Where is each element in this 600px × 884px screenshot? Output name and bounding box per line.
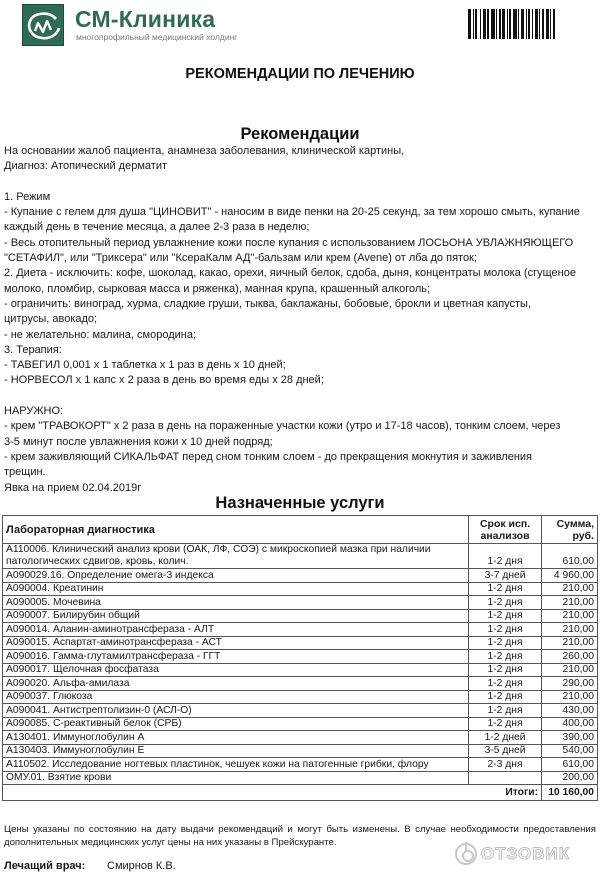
- total-label: Итоги:: [3, 785, 542, 801]
- table-row: [3, 582, 598, 596]
- service-term: 1-2 дня: [469, 677, 542, 691]
- service-price: 400,00: [542, 717, 598, 731]
- table-row: [3, 744, 598, 758]
- service-price: 610,00: [542, 758, 598, 772]
- rec-line: - ТАВЕГИЛ 0,001 х 1 таблетка х 1 раз в день х 10 дней;: [4, 359, 286, 372]
- header-price: Сумма, руб.: [542, 516, 598, 544]
- service-name: A130403. Иммуноглобулин Е: [3, 744, 469, 758]
- table-row: [3, 569, 598, 583]
- rec-line: 3. Терапия:: [4, 343, 62, 356]
- service-price: 390,00: [542, 731, 598, 745]
- total-row: [3, 785, 598, 801]
- table-row: [3, 771, 598, 785]
- service-term: 1-2 дня: [469, 704, 542, 718]
- appointment-line: Явка на прием 02.04.2019г: [4, 481, 142, 494]
- service-term: 1-2 дня: [469, 690, 542, 704]
- services-heading: Назначенные услуги: [215, 494, 385, 512]
- service-price: 210,00: [542, 636, 598, 650]
- table-row: [3, 544, 598, 569]
- header-lab-diagnostics: Лабораторная диагностика: [3, 516, 469, 544]
- service-name: A090005. Мочевина: [3, 596, 469, 610]
- service-term: 1-2 дня: [469, 623, 542, 637]
- rec-line: НАРУЖНО:: [4, 405, 64, 418]
- service-term: 1-2 дня: [469, 596, 542, 610]
- service-price: 290,00: [542, 677, 598, 691]
- rec-line: На основании жалоб пациента, анамнеза заболевания, клинической картины,: [4, 145, 405, 157]
- service-term: 2-3 дня: [469, 758, 542, 772]
- barcode: [468, 9, 562, 39]
- service-price: 4 960,00: [542, 569, 598, 583]
- service-price: 210,00: [542, 582, 598, 596]
- service-name: A090029.16. Определение омега-3 индекса: [3, 569, 469, 583]
- table-row: [3, 677, 598, 691]
- table-row: [3, 650, 598, 664]
- diagnosis-line: Диагноз: Атопический дерматит: [4, 160, 167, 173]
- service-price: 210,00: [542, 596, 598, 610]
- service-name: A090085. С-реактивный белок (СРБ): [3, 717, 469, 731]
- service-term: 1-2 дня: [469, 544, 542, 569]
- table-row: [3, 704, 598, 718]
- service-price: 210,00: [542, 623, 598, 637]
- rec-line: молоко, пломбир, сырковая масса и ряженка), манная крупа, крашенный алкоголь;: [4, 282, 431, 295]
- service-term: 1-2 дня: [469, 650, 542, 664]
- service-term: 1-2 дня: [469, 582, 542, 596]
- service-name: A090015. Аспартат-аминотрансфераза - АСТ: [3, 636, 469, 650]
- service-name: A090037. Глюкоза: [3, 690, 469, 704]
- service-name: A130401. Иммуноглобулин А: [3, 731, 469, 745]
- rec-line: 3-5 минут после увлажнения кожи х 10 дней подряд;: [4, 435, 273, 448]
- service-name: A090017. Щелочная фосфатаза: [3, 663, 469, 677]
- table-row: [3, 609, 598, 623]
- otzovik-watermark: [455, 843, 570, 865]
- rec-line: цитрусы, авокадо;: [4, 313, 98, 326]
- service-term: 1-2 дня: [469, 663, 542, 677]
- recommendations-body: [4, 144, 596, 496]
- rec-line: - крем "ТРАВОКОРТ" х 2 раза в день на пораженные участки кожи (утро и 17-18 часов), тонким слоем, через: [4, 420, 561, 433]
- service-name: A090041. Антистрептолизин-0 (АСЛ-О): [3, 704, 469, 718]
- service-price: 200,00: [542, 771, 598, 785]
- rec-line: - Весь отопительный период увлажнение кожи после купания с использованием ЛОСЬОНА УВЛАЖНЯЮЩЕГО: [4, 236, 574, 249]
- service-price: 210,00: [542, 609, 598, 623]
- service-price: 540,00: [542, 744, 598, 758]
- service-price: 210,00: [542, 690, 598, 704]
- price-disclaimer: Цены указаны по состоянию на дату выдачи рекомендаций и могут быть изменены. В случае необходимости предоставления дополнительных медицинских услуг цены на них указаны в Прейскуранте.: [4, 824, 596, 848]
- table-row: [3, 758, 598, 772]
- blank-line: [4, 389, 596, 404]
- total-value: 10 160,00: [542, 785, 598, 801]
- service-name: A110502. Исследование ногтевых пластинок, чешуек кожи на патогенные грибки, флору: [3, 758, 469, 772]
- header-term: Срок исп. анализов: [469, 516, 542, 544]
- service-price: 430,00: [542, 704, 598, 718]
- table-row: [3, 663, 598, 677]
- snake-wave-icon: [26, 11, 62, 41]
- clinic-logo-icon: [22, 4, 64, 46]
- service-term: 3-5 дней: [469, 744, 542, 758]
- service-name: A090016. Гамма-глутамилтрансфераза - ГГТ: [3, 650, 469, 664]
- service-term: 1-2 дня: [469, 636, 542, 650]
- table-row: [3, 596, 598, 610]
- table-row: [3, 717, 598, 731]
- rec-line: - Купание с гелем для душа "ЦИНОВИТ" - наносим в виде пенки на 20-25 секунд, за тем хорошо смыть, купание: [4, 206, 580, 219]
- blank-line: [4, 175, 596, 190]
- services-table: [2, 515, 598, 801]
- service-name: A090014. Аланин-аминотрансфераза - АЛТ: [3, 623, 469, 637]
- power-ring-icon: [455, 843, 477, 865]
- service-price: 610,00: [542, 544, 598, 569]
- service-name: A090020. Альфа-амилаза: [3, 677, 469, 691]
- service-price: 260,00: [542, 650, 598, 664]
- doctor-label: Лечащий врач:: [4, 860, 86, 872]
- service-name: A090007. Билирубин общий: [3, 609, 469, 623]
- service-term: 1-2 дня: [469, 609, 542, 623]
- document-title: РЕКОМЕНДАЦИИ ПО ЛЕЧЕНИЮ: [185, 66, 415, 82]
- rec-line: трещин.: [4, 466, 46, 479]
- service-term: 1-2 дня: [469, 717, 542, 731]
- doctor-name: Смирнов К.В.: [107, 860, 176, 872]
- rec-line: - крем заживляющий СИКАЛЬФАТ перед сном тонким слоем - до прекращения мокнутия и заживления: [4, 450, 532, 463]
- table-row: [3, 731, 598, 745]
- recommendations-heading: Рекомендации: [240, 125, 360, 143]
- service-term: 3-7 дней: [469, 569, 542, 583]
- rec-line: 2. Диета - исключить: кофе, шоколад, какао, орехи, яичный белок, сдоба, дыня, концентраты молока (сгущеное: [4, 267, 576, 280]
- service-term: [469, 771, 542, 785]
- service-name: ОМУ.01. Взятие крови: [3, 771, 469, 785]
- service-name: A110006. Клинический анализ крови (ОАК, ЛФ, СОЭ) с микроскопией мазка при наличии патологических сдвигов, кровь, колич.: [3, 544, 469, 569]
- clinic-name: СМ-Клиника: [75, 6, 216, 32]
- service-price: 210,00: [542, 663, 598, 677]
- clinic-subtitle: многопрофильный медицинский холдинг: [76, 32, 238, 42]
- rec-line: каждый день в течение месяца, а далее 2-3 раза в неделю;: [4, 221, 310, 234]
- rec-line: "СЕТАФИЛ", или "Триксера" или "КсераКалм АД"-бальзам или крем (Avene) от лба до пяток;: [4, 252, 477, 265]
- rec-line: - ограничить: виноград, хурма, сладкие груши, тыква, баклажаны, бобовые, брокли и цветная капусты,: [4, 297, 532, 310]
- rec-line: - не желательно: малина, смородина;: [4, 328, 197, 341]
- service-term: 1-2 дней: [469, 731, 542, 745]
- rec-line: - НОРВЕСОЛ х 1 капс х 2 раза в день во время еды х 28 дней;: [4, 374, 324, 387]
- table-row: [3, 690, 598, 704]
- service-name: A090004. Креатинин: [3, 582, 469, 596]
- table-row: [3, 623, 598, 637]
- table-row: [3, 636, 598, 650]
- watermark-text: ОТЗОВИК: [481, 844, 571, 863]
- table-header-row: [3, 516, 598, 544]
- rec-line: 1. Режим: [4, 190, 51, 203]
